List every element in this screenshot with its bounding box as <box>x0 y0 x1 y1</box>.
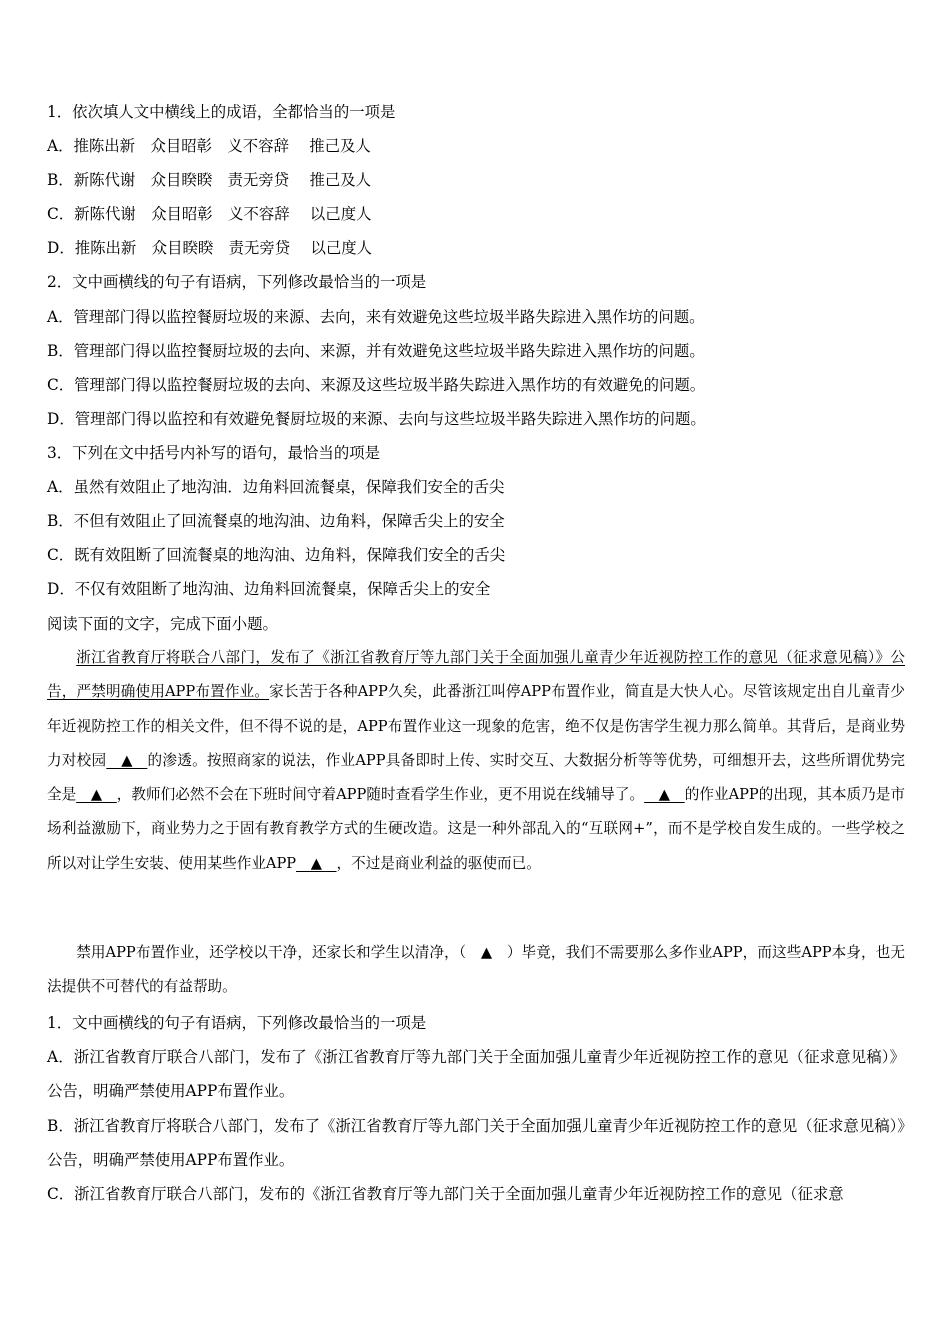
passage-paragraph-1: 浙江省教育厅将联合八部门，发布了《浙江省教育厅等九部门关于全面加强儿童青少年近视防控工作的意见（征求意见稿）》公告，严禁明确使用APP布置作业。家长苦于各种APP久矣，此番浙江叫停APP布置作业，简直是大快人心。尽管该规定出自儿童青少年近视防控工作的相关文件，但不得不说的是，APP布置作业这一现象的危害，绝不仅是伤害学生视力那么简单。其背后，是商业势力对校园__▲__的渗透。按照商家的说法，作业APP具备即时上传、实时交互、大数据分析等等优势，可细想开去，这些所谓优势完全是__▲__，教师们必然不会在下班时间守着APP随时查看学生作业，更不用说在线辅导了。__▲__的作业APP的出现，其本质乃是市场利益激励下，商业势力之于固有教育教学方式的生硬改造。这是一种外部乱入的“互联网+”，而不是学校自发生成的。一些学校之所以对让学生安装、使用某些作业APP__▲__，不过是商业利益的驱使而已。 <box>47 649 905 872</box>
blank-3: __▲__ <box>644 786 685 804</box>
reading-intro: 阅读下面的文字，完成下面小题。 <box>47 615 278 633</box>
question-1-option-c: C．新陈代谢 众目昭彰 义不容辞 以己度人 <box>47 205 372 223</box>
question-3-option-d: D．不仅有效阻断了地沟油、边角料回流餐桌，保障舌尖上的安全 <box>47 580 491 598</box>
question-1-stem: 1．依次填人文中横线上的成语，全都恰当的一项是 <box>47 103 396 121</box>
passage-paragraph-2: 禁用APP布置作业，还学校以干净，还家长和学生以清净，（ ▲ ）毕竟，我们不需要那么多作业APP，而这些APP本身，也无法提供不可替代的有益帮助。 <box>47 944 905 996</box>
blank-2: __▲__ <box>76 786 117 804</box>
question-2-option-a: A．管理部门得以监控餐厨垃圾的来源、去向，来有效避免这些垃圾半路失踪进入黑作坊的问题。 <box>47 308 705 326</box>
question-3-option-a: A．虽然有效阻止了地沟油．边角料回流餐桌，保障我们安全的舌尖 <box>47 478 505 496</box>
question-3-stem: 3．下列在文中括号内补写的语句，最恰当的项是 <box>47 444 380 462</box>
question-1-option-b: B．新陈代谢 众目睽睽 责无旁贷 推己及人 <box>47 171 372 189</box>
blank-1: __▲__ <box>106 751 148 769</box>
blank-4: __▲__ <box>296 854 337 872</box>
question-2-option-c: C．管理部门得以监控餐厨垃圾的去向、来源及这些垃圾半路失踪进入黑作坊的有效避免的问题。 <box>47 376 706 394</box>
underlined-sentence: 浙江省教育厅将联合八部门，发布了《浙江省教育厅等九部门关于全面加强儿童青少年近视防控工作的意见（征求意见稿）》公告，严禁明确使用APP布置作业。 <box>47 649 905 701</box>
question-3-option-b: B．不但有效阻止了回流餐桌的地沟油、边角料，保障舌尖上的安全 <box>47 512 505 530</box>
sub-question-1-stem: 1．文中画横线的句子有语病，下列修改最恰当的一项是 <box>47 1014 427 1032</box>
question-2-option-b: B．管理部门得以监控餐厨垃圾的去向、来源，并有效避免这些垃圾半路失踪进入黑作坊的问题。 <box>47 342 705 360</box>
question-3-option-c: C．既有效阻断了回流餐桌的地沟油、边角料，保障我们安全的舌尖 <box>47 546 506 564</box>
sub-question-1-option-b: B．浙江省教育厅将联合八部门，发布了《浙江省教育厅等九部门关于全面加强儿童青少年近视防控工作的意见（征求意见稿）》公告，明确严禁使用APP布置作业。 <box>47 1117 905 1169</box>
question-1-option-d: D．推陈出新 众目睽睽 责无旁贷 以己度人 <box>47 239 373 257</box>
question-2-stem: 2．文中画横线的句子有语病，下列修改最恰当的一项是 <box>47 273 427 291</box>
question-1-option-a: A．推陈出新 众目昭彰 义不容辞 推己及人 <box>47 137 371 155</box>
sub-question-1-option-a: A．浙江省教育厅联合八部门，发布了《浙江省教育厅等九部门关于全面加强儿童青少年近视防控工作的意见（征求意见稿）》公告，明确严禁使用APP布置作业。 <box>47 1048 905 1100</box>
sub-question-1-option-c: C．浙江省教育厅联合八部门，发布的《浙江省教育厅等九部门关于全面加强儿童青少年近视防控工作的意见（征求意 <box>47 1185 844 1203</box>
question-2-option-d: D．管理部门得以监控和有效避免餐厨垃圾的来源、去向与这些垃圾半路失踪进入黑作坊的问题。 <box>47 410 706 428</box>
